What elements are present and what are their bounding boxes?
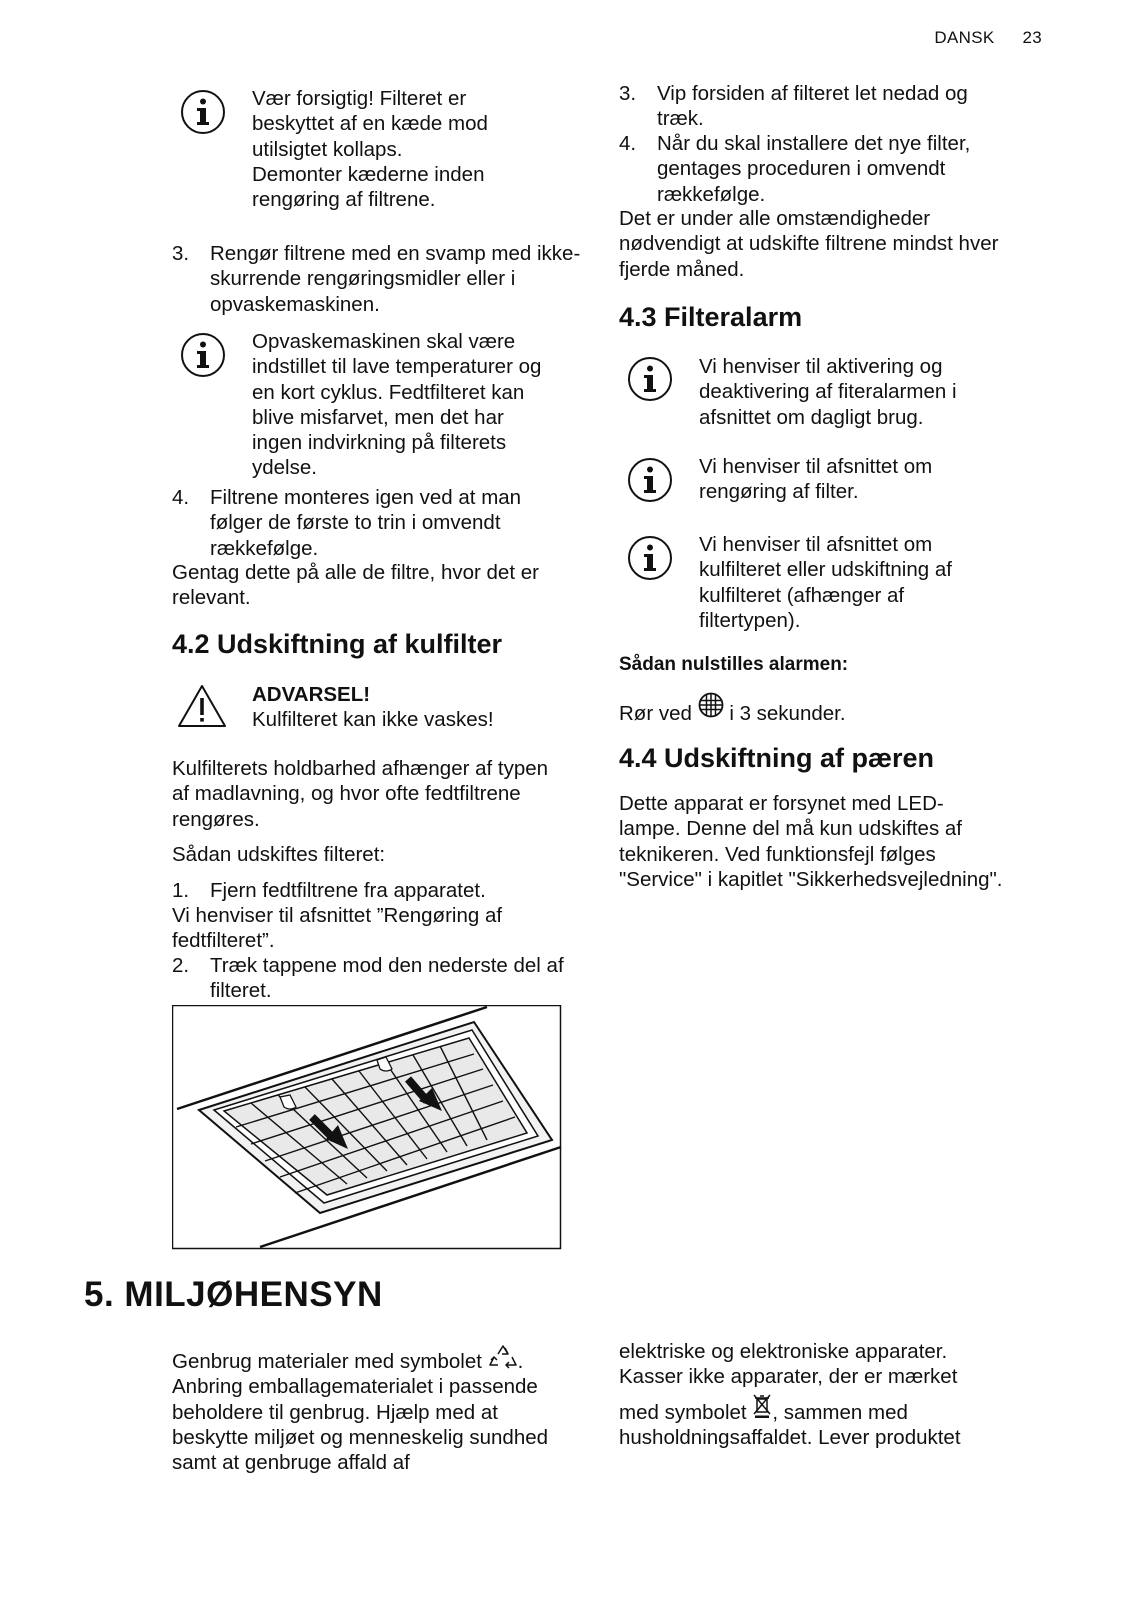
recycling-text-after: . Anbring emballagematerialet i passende beholdere til genbrug. Hjælp med at beskytte miljøet og menneskelig sundhed samt at genbruge affald af xyxy=(172,1350,549,1475)
reset-alarm-heading: Sådan nulstilles alarmen: xyxy=(619,654,849,675)
recycle-icon xyxy=(488,1344,518,1370)
disposal-text-after: , sammen med husholdningsaffaldet. Lever produktet xyxy=(619,1401,961,1450)
info-icon xyxy=(180,89,226,135)
list-number: 2. xyxy=(172,954,190,977)
list-text: Fjern fedtfiltrene fra apparatet. xyxy=(210,879,486,902)
crossed-bin-icon xyxy=(752,1393,772,1419)
info-icon xyxy=(627,535,673,581)
list-item-step-1 xyxy=(172,878,587,903)
header-section: DANSK xyxy=(934,28,995,47)
recycling-text-before: Genbrug materialer med symbolet xyxy=(172,1350,482,1373)
list-text: Når du skal installere det nye filter, gentages proceduren i omvendt rækkefølge. xyxy=(657,132,971,206)
page-header xyxy=(906,28,1042,48)
list-number: 1. xyxy=(172,879,190,902)
note-chain-warning: Vær forsigtig! Filteret er beskyttet af en kæde mod utilsigtet kollaps. Demonter kæderne inden rengøring af filtrene. xyxy=(252,87,488,212)
reset-text-before: Rør ved xyxy=(619,702,692,725)
list-text: Rengør filtrene med en svamp med ikke-skurrende rengøringsmidler eller i opvaskemaskinen. xyxy=(210,242,581,316)
list-text: Træk tappene mod den nederste del af filteret. xyxy=(210,954,564,1003)
section-title-4-3: 4.3 Filteralarm xyxy=(619,302,803,332)
warning-text: Kulfilteret kan ikke vaskes! xyxy=(252,708,494,731)
section-title-4-2: 4.2 Udskiftning af kulfilter xyxy=(172,629,503,659)
list-item-step-4 xyxy=(172,485,572,561)
warning-title: ADVARSEL! xyxy=(252,683,371,706)
list-text: Filtrene monteres igen ved at man følger de første to trin i omvendt rækkefølge. xyxy=(210,486,522,560)
repeat-paragraph: Gentag dette på alle de filtre, hvor det er relevant. xyxy=(172,561,539,610)
disposal-paragraph xyxy=(619,1393,1014,1451)
replace-interval-paragraph: Det er under alle omstændigheder nødvendigt at udskifte filtrene mindst hver fjerde måned. xyxy=(619,207,999,281)
list-item-step-3 xyxy=(172,241,587,317)
info-icon xyxy=(180,332,226,378)
list-item-step-3 xyxy=(619,81,1019,132)
chapter-title-5: 5. MILJØHENSYN xyxy=(84,1275,383,1314)
reset-alarm-instruction xyxy=(619,692,846,726)
list-item-step-4 xyxy=(619,131,1019,207)
led-lamp-paragraph: Dette apparat er forsynet med LED-lampe. Denne del må kun udskiftes af teknikeren. Ved funktionsfejl følges "Service" i kapitlet "Sikkerhedsvejledning". xyxy=(619,792,1003,891)
note-carbon-filter: Vi henviser til afsnittet om kulfilteret eller udskiftning af kulfilteret (afhænger af filtertypen). xyxy=(699,533,952,632)
list-number: 3. xyxy=(172,242,190,265)
note-dishwasher: Opvaskemaskinen skal være indstillet til lave temperaturer og en kort cyklus. Fedtfilteret kan blive misfarvet, men det har ingen indvirkning på filterets ydelse. xyxy=(252,330,542,480)
info-icon xyxy=(627,457,673,503)
warning-triangle-icon xyxy=(176,683,228,729)
list-number: 3. xyxy=(619,82,637,105)
filter-illustration xyxy=(172,1005,562,1250)
page-number: 23 xyxy=(1022,28,1042,47)
list-item-step-2 xyxy=(172,953,587,1004)
note-alarm-activation: Vi henviser til aktivering og deaktivering af fiteralarmen i afsnittet om dagligt brug. xyxy=(699,355,957,429)
step-1-reference: Vi henviser til afsnittet ”Rengøring af fedtfilteret”. xyxy=(172,904,503,953)
note-filter-cleaning: Vi henviser til afsnittet om rengøring af filter. xyxy=(699,455,933,504)
section-title-4-4: 4.4 Udskiftning af pæren xyxy=(619,743,935,773)
durability-paragraph: Kulfilterets holdbarhed afhænger af typen af madlavning, og hvor ofte fedtfiltrene rengøres. xyxy=(172,757,549,831)
info-icon xyxy=(627,356,673,402)
list-number: 4. xyxy=(172,486,190,509)
disposal-text-before: med symbolet xyxy=(619,1401,747,1424)
how-to-label: Sådan udskiftes filteret: xyxy=(172,843,386,866)
list-number: 4. xyxy=(619,132,637,155)
list-text: Vip forsiden af filteret let nedad og træk. xyxy=(657,82,968,131)
reset-text-after: i 3 sekunder. xyxy=(729,702,846,725)
filter-grid-icon xyxy=(698,692,724,718)
disposal-line-1: elektriske og elektroniske apparater. Kasser ikke apparater, der er mærket xyxy=(619,1340,958,1389)
recycling-paragraph xyxy=(172,1344,577,1475)
